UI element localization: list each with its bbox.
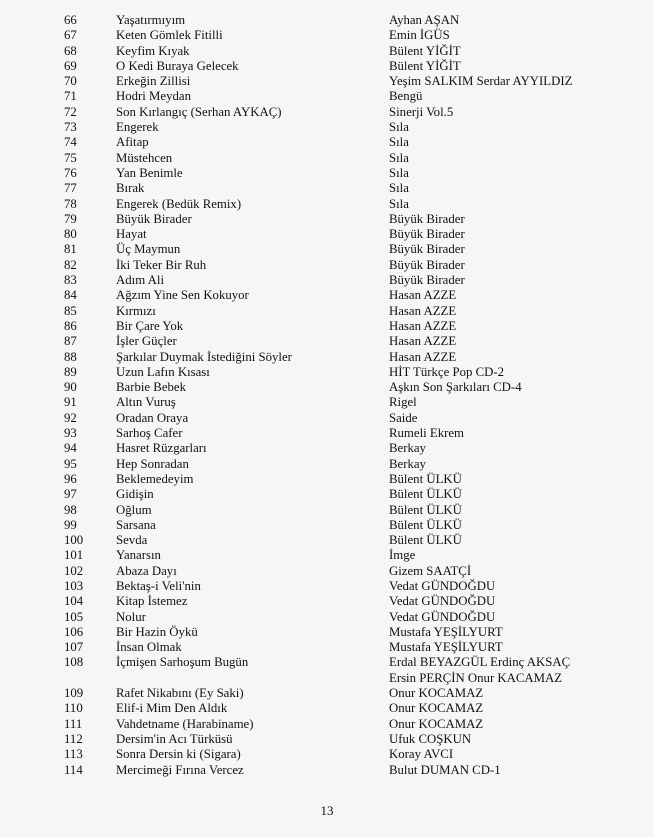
item-number: 89	[64, 364, 77, 379]
item-number: 71	[64, 89, 77, 104]
item-number: 80	[64, 227, 77, 242]
song-title: Engerek (Bedük Remix)	[116, 196, 242, 211]
artist-cell	[389, 304, 456, 319]
list-item	[0, 472, 654, 487]
artist-name: Ersin PERÇİN Onur KACAMAZ	[389, 670, 563, 685]
item-number: 70	[64, 74, 77, 89]
list-item	[0, 59, 654, 74]
song-title: Abaza Dayı	[116, 563, 177, 578]
list-item	[0, 135, 654, 150]
song-title: Hasret Rüzgarları	[116, 441, 207, 456]
song-title: Vahdetname (Harabiname)	[116, 716, 254, 731]
artist-name: Sıla	[389, 165, 409, 180]
list-item	[0, 533, 654, 548]
item-number: 104	[64, 594, 84, 609]
song-title: Yan Benimle	[116, 165, 183, 180]
item-number: 94	[64, 441, 77, 456]
item-number: 102	[64, 563, 84, 578]
list-item	[0, 732, 654, 747]
artist-cell	[389, 472, 462, 487]
item-number: 75	[64, 150, 77, 165]
item-number: 108	[64, 655, 84, 670]
item-number: 113	[64, 747, 83, 762]
artist-cell	[389, 120, 409, 135]
list-item	[0, 365, 654, 380]
item-number: 110	[64, 701, 83, 716]
song-title: Yaşatırmıyım	[116, 13, 186, 27]
song-title: İçmişen Sarhoşum Bugün	[116, 655, 249, 670]
artist-name: Hasan AZZE	[389, 318, 457, 333]
list-item	[0, 411, 654, 426]
song-title: Yanarsın	[116, 548, 161, 563]
item-number: 92	[64, 410, 77, 425]
list-item	[0, 610, 654, 625]
artist-cell	[389, 181, 409, 196]
song-title: Kitap İstemez	[116, 594, 188, 609]
artist-name: Bülent ÜLKÜ	[389, 487, 462, 502]
artist-cell	[389, 135, 409, 150]
artist-name: Hasan AZZE	[389, 303, 457, 318]
artist-cell	[389, 411, 417, 426]
list-item	[0, 747, 654, 762]
artist-name: Bülent YİĞİT	[389, 43, 461, 58]
artist-cell	[389, 273, 465, 288]
list-item	[0, 334, 654, 349]
artist-cell	[389, 105, 453, 120]
artist-cell	[389, 380, 522, 395]
item-number: 83	[64, 273, 77, 288]
artist-cell	[389, 747, 453, 762]
item-number: 69	[64, 58, 77, 73]
artist-cell	[389, 579, 495, 594]
artist-cell	[389, 457, 426, 472]
page-number: 13	[320, 803, 334, 818]
item-number: 106	[64, 624, 84, 639]
item-number: 95	[64, 456, 77, 471]
list-item	[0, 13, 654, 28]
artist-name: Hasan AZZE	[389, 349, 457, 364]
artist-cell	[389, 441, 426, 456]
item-number: 78	[64, 196, 77, 211]
item-number: 84	[64, 288, 77, 303]
artist-name: Rumeli Ekrem	[389, 426, 464, 441]
artist-cell	[389, 197, 409, 212]
item-number: 86	[64, 318, 77, 333]
artist-name: Berkay	[389, 441, 426, 456]
song-title: Uzun Lafın Kısası	[116, 364, 210, 379]
artist-name: Bülent ÜLKÜ	[389, 502, 462, 517]
artist-name: Bengü	[389, 89, 423, 104]
song-title: Afitap	[116, 135, 149, 150]
artist-cell	[389, 350, 456, 365]
list-item	[0, 503, 654, 518]
artist-name: Rigel	[389, 395, 417, 410]
item-number: 97	[64, 487, 77, 502]
artist-name: Onur KOCAMAZ	[389, 701, 484, 716]
list-item	[0, 89, 654, 104]
artist-cell	[389, 258, 465, 273]
song-title: Hodri Meydan	[116, 89, 191, 104]
artist-name: Vedat GÜNDOĞDU	[389, 578, 496, 593]
list-item	[0, 564, 654, 579]
artist-cell	[389, 89, 422, 104]
item-number: 73	[64, 120, 77, 135]
artist-cell	[389, 426, 464, 441]
artist-name: Sıla	[389, 150, 409, 165]
artist-cell	[389, 288, 456, 303]
artist-name: Aşkın Son Şarkıları CD-4	[389, 380, 522, 395]
song-title: İşler Güçler	[116, 334, 177, 349]
item-number: 96	[64, 471, 77, 486]
artist-name: Ayhan AŞAN	[389, 13, 460, 27]
song-title: Sevda	[116, 533, 148, 548]
song-title: Mercimeği Fırına Vercez	[116, 762, 244, 777]
list-item	[0, 579, 654, 594]
list-item	[0, 304, 654, 319]
artist-cell	[389, 227, 465, 242]
song-title: Son Kırlangıç (Serhan AYKAÇ)	[116, 104, 282, 119]
artist-cell	[389, 701, 483, 716]
artist-name: Ufuk COŞKUN	[389, 731, 472, 746]
song-title: Engerek	[116, 120, 159, 135]
list-item	[0, 350, 654, 365]
artist-name: Sıla	[389, 120, 409, 135]
item-number: 88	[64, 349, 77, 364]
list-item	[0, 640, 654, 655]
artist-name: Bülent ÜLKÜ	[389, 471, 462, 486]
list-item	[0, 380, 654, 395]
artist-name: Sıla	[389, 181, 409, 196]
list-item	[0, 120, 654, 135]
artist-cell	[389, 74, 572, 89]
item-number: 111	[64, 716, 83, 731]
artist-cell	[389, 686, 483, 701]
artist-cell	[389, 166, 409, 181]
artist-name: Bülent YİĞİT	[389, 58, 461, 73]
song-title: Dersim'in Acı Türküsü	[116, 731, 233, 746]
song-title: Sarhoş Cafer	[116, 426, 183, 441]
song-title: İki Teker Bir Ruh	[116, 257, 207, 272]
artist-name: Berkay	[389, 456, 426, 471]
item-number: 76	[64, 165, 77, 180]
artist-name: Büyük Birader	[389, 242, 465, 257]
item-number: 90	[64, 380, 77, 395]
song-title: Üç Maymun	[116, 242, 181, 257]
song-title: Keten Gömlek Fitilli	[116, 28, 223, 43]
artist-cell	[389, 365, 504, 380]
artist-cell	[389, 13, 459, 28]
list-item	[0, 457, 654, 472]
artist-cell	[389, 212, 465, 227]
artist-name: İmge	[389, 548, 416, 563]
artist-name: Hasan AZZE	[389, 288, 457, 303]
song-title: Ağzım Yine Sen Kokuyor	[116, 288, 249, 303]
list-item	[0, 227, 654, 242]
artist-cell	[389, 533, 462, 548]
item-number: 112	[64, 731, 83, 746]
item-number: 67	[64, 28, 77, 43]
artist-cell	[389, 548, 415, 563]
song-title: Barbie Bebek	[116, 380, 187, 395]
song-title: Beklemedeyim	[116, 471, 194, 486]
artist-name: Büyük Birader	[389, 257, 465, 272]
song-title: Şarkılar Duymak İstediğini Söyler	[116, 349, 292, 364]
list-item	[0, 763, 654, 778]
song-title: Sarsana	[116, 517, 156, 532]
item-number: 66	[64, 13, 77, 27]
list-item	[0, 655, 654, 686]
song-title: Oradan Oraya	[116, 410, 189, 425]
item-number: 105	[64, 609, 84, 624]
artist-cell	[389, 28, 450, 43]
artist-cell	[389, 655, 570, 686]
artist-cell	[389, 503, 462, 518]
list-item	[0, 625, 654, 640]
item-number: 74	[64, 135, 77, 150]
item-number: 85	[64, 303, 77, 318]
song-title: Oğlum	[116, 502, 152, 517]
artist-cell	[389, 640, 503, 655]
list-item	[0, 426, 654, 441]
artist-name: Büyük Birader	[389, 273, 465, 288]
list-item	[0, 548, 654, 563]
artist-cell	[389, 59, 461, 74]
artist-cell	[389, 487, 462, 502]
artist-name: Erdal BEYAZGÜL Erdinç AKSAÇ	[389, 655, 571, 670]
list-item	[0, 74, 654, 89]
artist-name: Sıla	[389, 196, 409, 211]
artist-name: Bülent ÜLKÜ	[389, 517, 462, 532]
artist-name: Sinerji Vol.5	[389, 104, 454, 119]
artist-name: Sıla	[389, 135, 409, 150]
song-title: Müstehcen	[116, 150, 173, 165]
artist-cell	[389, 594, 495, 609]
song-title: Bırak	[116, 181, 145, 196]
list-item	[0, 242, 654, 257]
artist-cell	[389, 610, 495, 625]
item-number: 93	[64, 426, 77, 441]
item-number: 72	[64, 104, 77, 119]
artist-name: Büyük Birader	[389, 211, 465, 226]
song-title: Erkeğin Zillisi	[116, 74, 191, 89]
artist-cell	[389, 334, 456, 349]
artist-cell	[389, 44, 461, 59]
item-number: 103	[64, 578, 84, 593]
item-number: 100	[64, 533, 84, 548]
song-title: Keyfim Kıyak	[116, 43, 190, 58]
item-number: 79	[64, 211, 77, 226]
list-item	[0, 44, 654, 59]
item-number: 101	[64, 548, 84, 563]
list-item	[0, 212, 654, 227]
artist-cell	[389, 763, 501, 778]
item-number: 77	[64, 181, 77, 196]
song-title: Hayat	[116, 227, 147, 242]
song-title: Hep Sonradan	[116, 456, 189, 471]
item-number: 87	[64, 334, 77, 349]
list-item	[0, 319, 654, 334]
item-number: 98	[64, 502, 77, 517]
artist-name: Hasan AZZE	[389, 334, 457, 349]
list-item	[0, 28, 654, 43]
song-title: İnsan Olmak	[116, 640, 182, 655]
item-number: 99	[64, 517, 77, 532]
song-title: Bektaş-i Veli'nin	[116, 578, 201, 593]
list-item	[0, 258, 654, 273]
list-item	[0, 518, 654, 533]
list-item	[0, 701, 654, 716]
list-item	[0, 441, 654, 456]
item-number: 91	[64, 395, 77, 410]
artist-cell	[389, 242, 465, 257]
list-item	[0, 273, 654, 288]
artist-name: Onur KOCAMAZ	[389, 716, 484, 731]
item-number: 107	[64, 640, 84, 655]
artist-name: Bulut DUMAN CD-1	[389, 762, 501, 777]
list-item	[0, 105, 654, 120]
song-title: Adım Ali	[116, 273, 164, 288]
artist-name: Emin İGÜS	[389, 28, 450, 43]
song-title: Bir Hazin Öykü	[116, 624, 198, 639]
song-title: Altın Vuruş	[116, 395, 176, 410]
item-number: 81	[64, 242, 77, 257]
list-item	[0, 181, 654, 196]
song-title: O Kedi Buraya Gelecek	[116, 58, 239, 73]
item-number: 109	[64, 686, 84, 701]
list-item	[0, 594, 654, 609]
artist-name: Vedat GÜNDOĞDU	[389, 594, 496, 609]
song-title: Sonra Dersin ki (Sigara)	[116, 747, 241, 762]
song-title: Nolur	[116, 609, 146, 624]
list-item	[0, 395, 654, 410]
song-title: Kırmızı	[116, 303, 156, 318]
list-item	[0, 288, 654, 303]
list-item	[0, 166, 654, 181]
artist-cell	[389, 518, 462, 533]
artist-name: Koray AVCI	[389, 747, 454, 762]
artist-name: Yeşim SALKIM Serdar AYYILDIZ	[389, 74, 573, 89]
song-title: Bir Çare Yok	[116, 318, 184, 333]
artist-name: Mustafa YEŞİLYURT	[389, 624, 503, 639]
song-title: Elif-i Mim Den Aldık	[116, 701, 228, 716]
artist-cell	[389, 151, 409, 166]
artist-name: Gizem SAATÇİ	[389, 563, 472, 578]
item-number: 82	[64, 257, 77, 272]
artist-cell	[389, 625, 503, 640]
item-number: 68	[64, 43, 77, 58]
artist-cell	[389, 717, 483, 732]
item-number: 114	[64, 762, 83, 777]
artist-name: Bülent ÜLKÜ	[389, 533, 462, 548]
artist-cell	[389, 564, 471, 579]
list-item	[0, 487, 654, 502]
song-title: Rafet Nikabını (Ey Saki)	[116, 686, 244, 701]
list-item	[0, 686, 654, 701]
artist-name: Vedat GÜNDOĞDU	[389, 609, 496, 624]
list-item	[0, 717, 654, 732]
artist-name: HİT Türkçe Pop CD-2	[389, 364, 505, 379]
artist-cell	[389, 395, 417, 410]
artist-name: Saide	[389, 410, 418, 425]
list-item	[0, 151, 654, 166]
song-title: Büyük Birader	[116, 211, 192, 226]
artist-cell	[389, 732, 471, 747]
artist-name: Mustafa YEŞİLYURT	[389, 640, 503, 655]
artist-name: Onur KOCAMAZ	[389, 686, 484, 701]
song-title: Gidişin	[116, 487, 154, 502]
artist-cell	[389, 319, 456, 334]
song-list	[0, 13, 654, 778]
artist-name: Büyük Birader	[389, 227, 465, 242]
list-item	[0, 197, 654, 212]
